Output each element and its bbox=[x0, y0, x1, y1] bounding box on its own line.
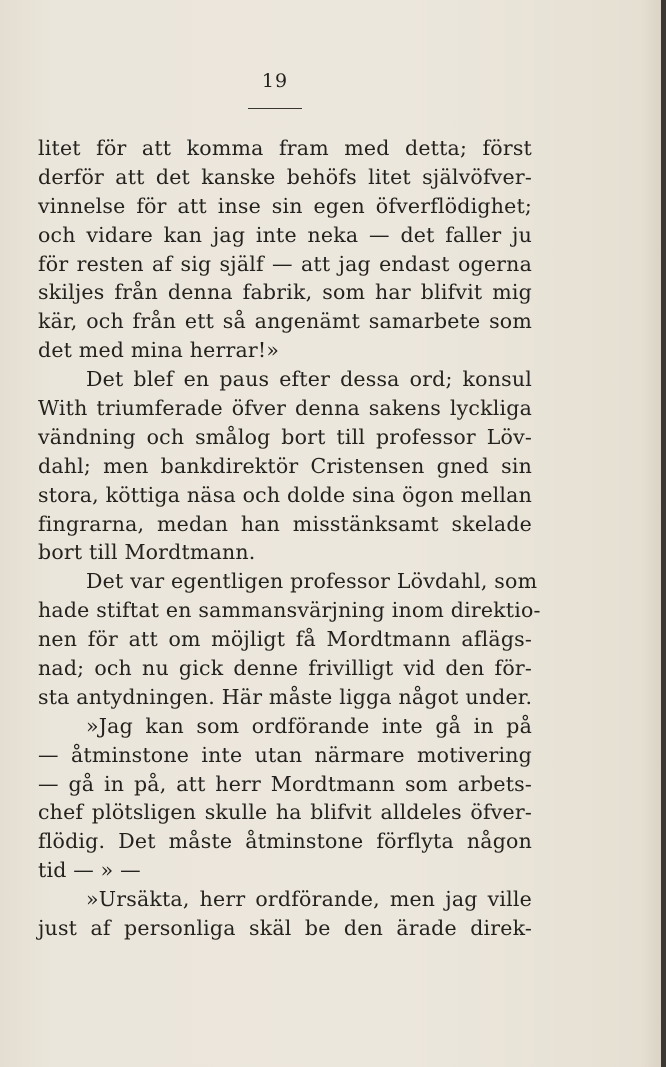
text-line: hade stiftat en sammansvärjning inom direktio- bbox=[38, 598, 541, 623]
text-line: fingrarna, medan han misstänksamt skelade bbox=[38, 511, 532, 536]
text-line: vinnelse för att inse sin egen öfverflödighet; bbox=[38, 193, 532, 218]
text-line: — åtminstone inte utan närmare motivering bbox=[38, 742, 532, 767]
text-line: derför att det kanske behöfs litet självöfver- bbox=[38, 164, 532, 189]
text-line: sta antydningen. Här måste ligga något under. bbox=[38, 684, 533, 709]
text-line: dahl; men bankdirektör Cristensen gned sin bbox=[38, 453, 532, 478]
text-line: nen för att om möjligt få Mordtmann aflägs- bbox=[38, 627, 532, 652]
text-line: Det blef en paus efter dessa ord; konsul bbox=[86, 367, 532, 392]
page-number: 19 bbox=[261, 70, 289, 92]
text-line: nad; och nu gick denne frivilligt vid den för- bbox=[38, 656, 532, 681]
text-line: chef plötsligen skulle ha blifvit alldeles öfver- bbox=[38, 800, 532, 825]
text-line: »Ursäkta, herr ordförande, men jag ville bbox=[86, 887, 532, 912]
text-line: flödig. Det måste åtminstone förflyta någon bbox=[38, 829, 532, 854]
text-line: litet för att komma fram med detta; först bbox=[38, 136, 532, 160]
text-line: och vidare kan jag inte neka — det faller ju bbox=[38, 222, 532, 247]
text-line: just af personliga skäl be den ärade direk- bbox=[38, 916, 532, 941]
text-line: »Jag kan som ordförande inte gå in på bbox=[86, 713, 532, 738]
text-line: tid — » — bbox=[38, 858, 141, 883]
text-line: With triumferade öfver denna sakens lyckliga bbox=[38, 396, 532, 421]
text-line: det med mina herrar!» bbox=[38, 338, 280, 363]
text-line: vändning och smålog bort till professor Löv- bbox=[38, 424, 532, 449]
text-line: kär, och från ett så angenämt samarbete som bbox=[38, 309, 532, 334]
text-line: för resten af sig själf — att jag endast ogerna bbox=[38, 251, 532, 276]
header-rule bbox=[248, 108, 302, 109]
body-text bbox=[38, 134, 541, 943]
page-edge bbox=[661, 0, 666, 1067]
text-line: skiljes från denna fabrik, som har blifvit mig bbox=[38, 280, 532, 305]
text-line: — gå in på, att herr Mordtmann som arbets- bbox=[38, 771, 532, 796]
text-line: Det var egentligen professor Lövdahl, som bbox=[86, 569, 538, 594]
text-line: bort till Mordtmann. bbox=[38, 540, 256, 565]
text-line: stora, köttiga näsa och dolde sina ögon mellan bbox=[38, 482, 532, 507]
